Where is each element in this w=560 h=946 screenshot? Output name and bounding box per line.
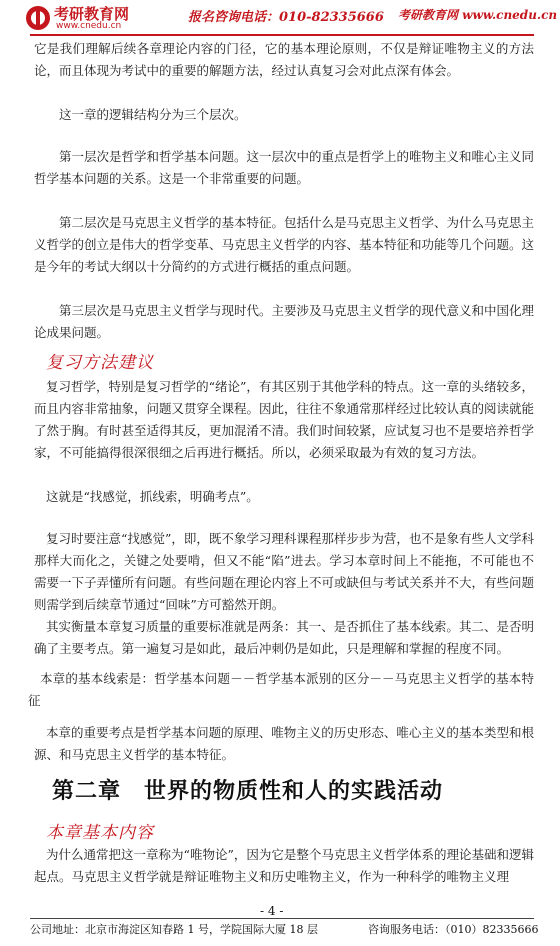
- paragraph-level-two: 第二层次是马克思主义哲学的基本特征。包括什么是马克思主义哲学、为什么马克思主义哲学的创立是伟大的哲学变革、马克思主义哲学的内容、基本特征和功能等几个问题。这是今年的考试大纲以十分简约的方式进行概括的重点问题。: [34, 215, 535, 274]
- page-number: - 4 -: [260, 904, 284, 918]
- section-title-chapter-content: 本章基本内容: [46, 823, 154, 843]
- company-address: 公司地址：北京市海淀区知春路 1 号，学院国际大厦 18 层: [30, 923, 318, 936]
- registration-hotline: 报名咨询电话：010-82335666: [188, 10, 384, 25]
- paragraph-materialism-intro: 为什么通常把这一章称为“唯物论”，因为它是整个马克思主义哲学体系的理论基础和逻辑起点。马克思主义哲学就是辩证唯物主义和历史唯物主义，作为一种科学的唯物主义理: [34, 847, 534, 884]
- page-header: [0, 0, 560, 36]
- site-name-url[interactable]: 考研教育网 www.cnedu.cn: [398, 8, 558, 22]
- paragraph-find-feeling-detail: 复习时要注意“找感觉”，即，既不象学习理科课程那样步步为营，也不是象有些人文学科那样大而化之，关键之处要啃，但又不能“陷”进去。学习本章时间上不能拖，不可能也不需要一下子弄懂所有问题。有些问题在理论内容上不可或缺但与考试关系并不大，有些问题则需学到后续章节通过“回味”方可豁然开朗。: [34, 531, 535, 612]
- service-hotline: 咨询服务电话：（010）82335666: [368, 923, 539, 936]
- paragraph-intro-continued: 它是我们理解后续各章理论内容的门径，它的基本理论原则，不仅是辩证唯物主义的方法论，而且体现为考试中的重要的解题方法，经过认真复习会对此点深有体会。: [34, 41, 534, 78]
- paragraph-find-feeling: 这就是“找感觉，抓线索，明确考点”。: [46, 489, 259, 504]
- paragraph-logic-structure: 这一章的逻辑结构分为三个层次。: [59, 107, 247, 122]
- section-title-review-methods: 复习方法建议: [46, 353, 154, 373]
- footer-divider: [30, 918, 534, 919]
- logo-text: 考研教育网: [54, 5, 130, 23]
- paragraph-level-three: 第三层次是马克思主义哲学与现时代。主要涉及马克思主义哲学的现代意义和中国化理论成果问题。: [34, 303, 535, 340]
- paragraph-level-one: 第一层次是哲学和哲学基本问题。这一层次中的重点是哲学上的唯物主义和唯心主义同哲学基本问题的关系。这是一个非常重要的问题。: [34, 149, 535, 186]
- logo-url: www.cnedu.cn: [56, 21, 122, 31]
- paragraph-key-points: 本章的重要考点是哲学基本问题的原理、唯物主义的历史形态、唯心主义的基本类型和根源、和马克思主义哲学的基本特征。: [34, 725, 534, 762]
- paragraph-quality-criteria: 其实衡量本章复习质量的重要标准就是两条：其一、是否抓住了基本线索。其二、是否明确了主要考点。第一遍复习是如此，最后冲刺仍是如此，只是理解和掌握的程度不同。: [34, 619, 534, 656]
- paragraph-basic-thread: 本章的基本线索是：哲学基本问题－－哲学基本派别的区分－－马克思主义哲学的基本特征: [28, 671, 534, 708]
- chapter-title: 第二章 世界的物质性和人的实践活动: [52, 778, 444, 804]
- logo-emblem-icon: [24, 4, 52, 32]
- paragraph-review-philosophy: 复习哲学，特别是复习哲学的“绪论”，有其区别于其他学科的特点。这一章的头绪较多，而且内容非常抽象，问题又贯穿全课程。因此，往往不象通常那样经过比较认真的阅读就能了然于胸。有时甚至适得其反，更加混淆不清。我们时间较紧，应试复习也不是要培养哲学家，不可能搞得很深很细之后再进行概括。所以，必须采取最为有效的复习方法。: [34, 379, 535, 460]
- site-logo[interactable]: [24, 2, 144, 34]
- header-divider: [30, 34, 534, 36]
